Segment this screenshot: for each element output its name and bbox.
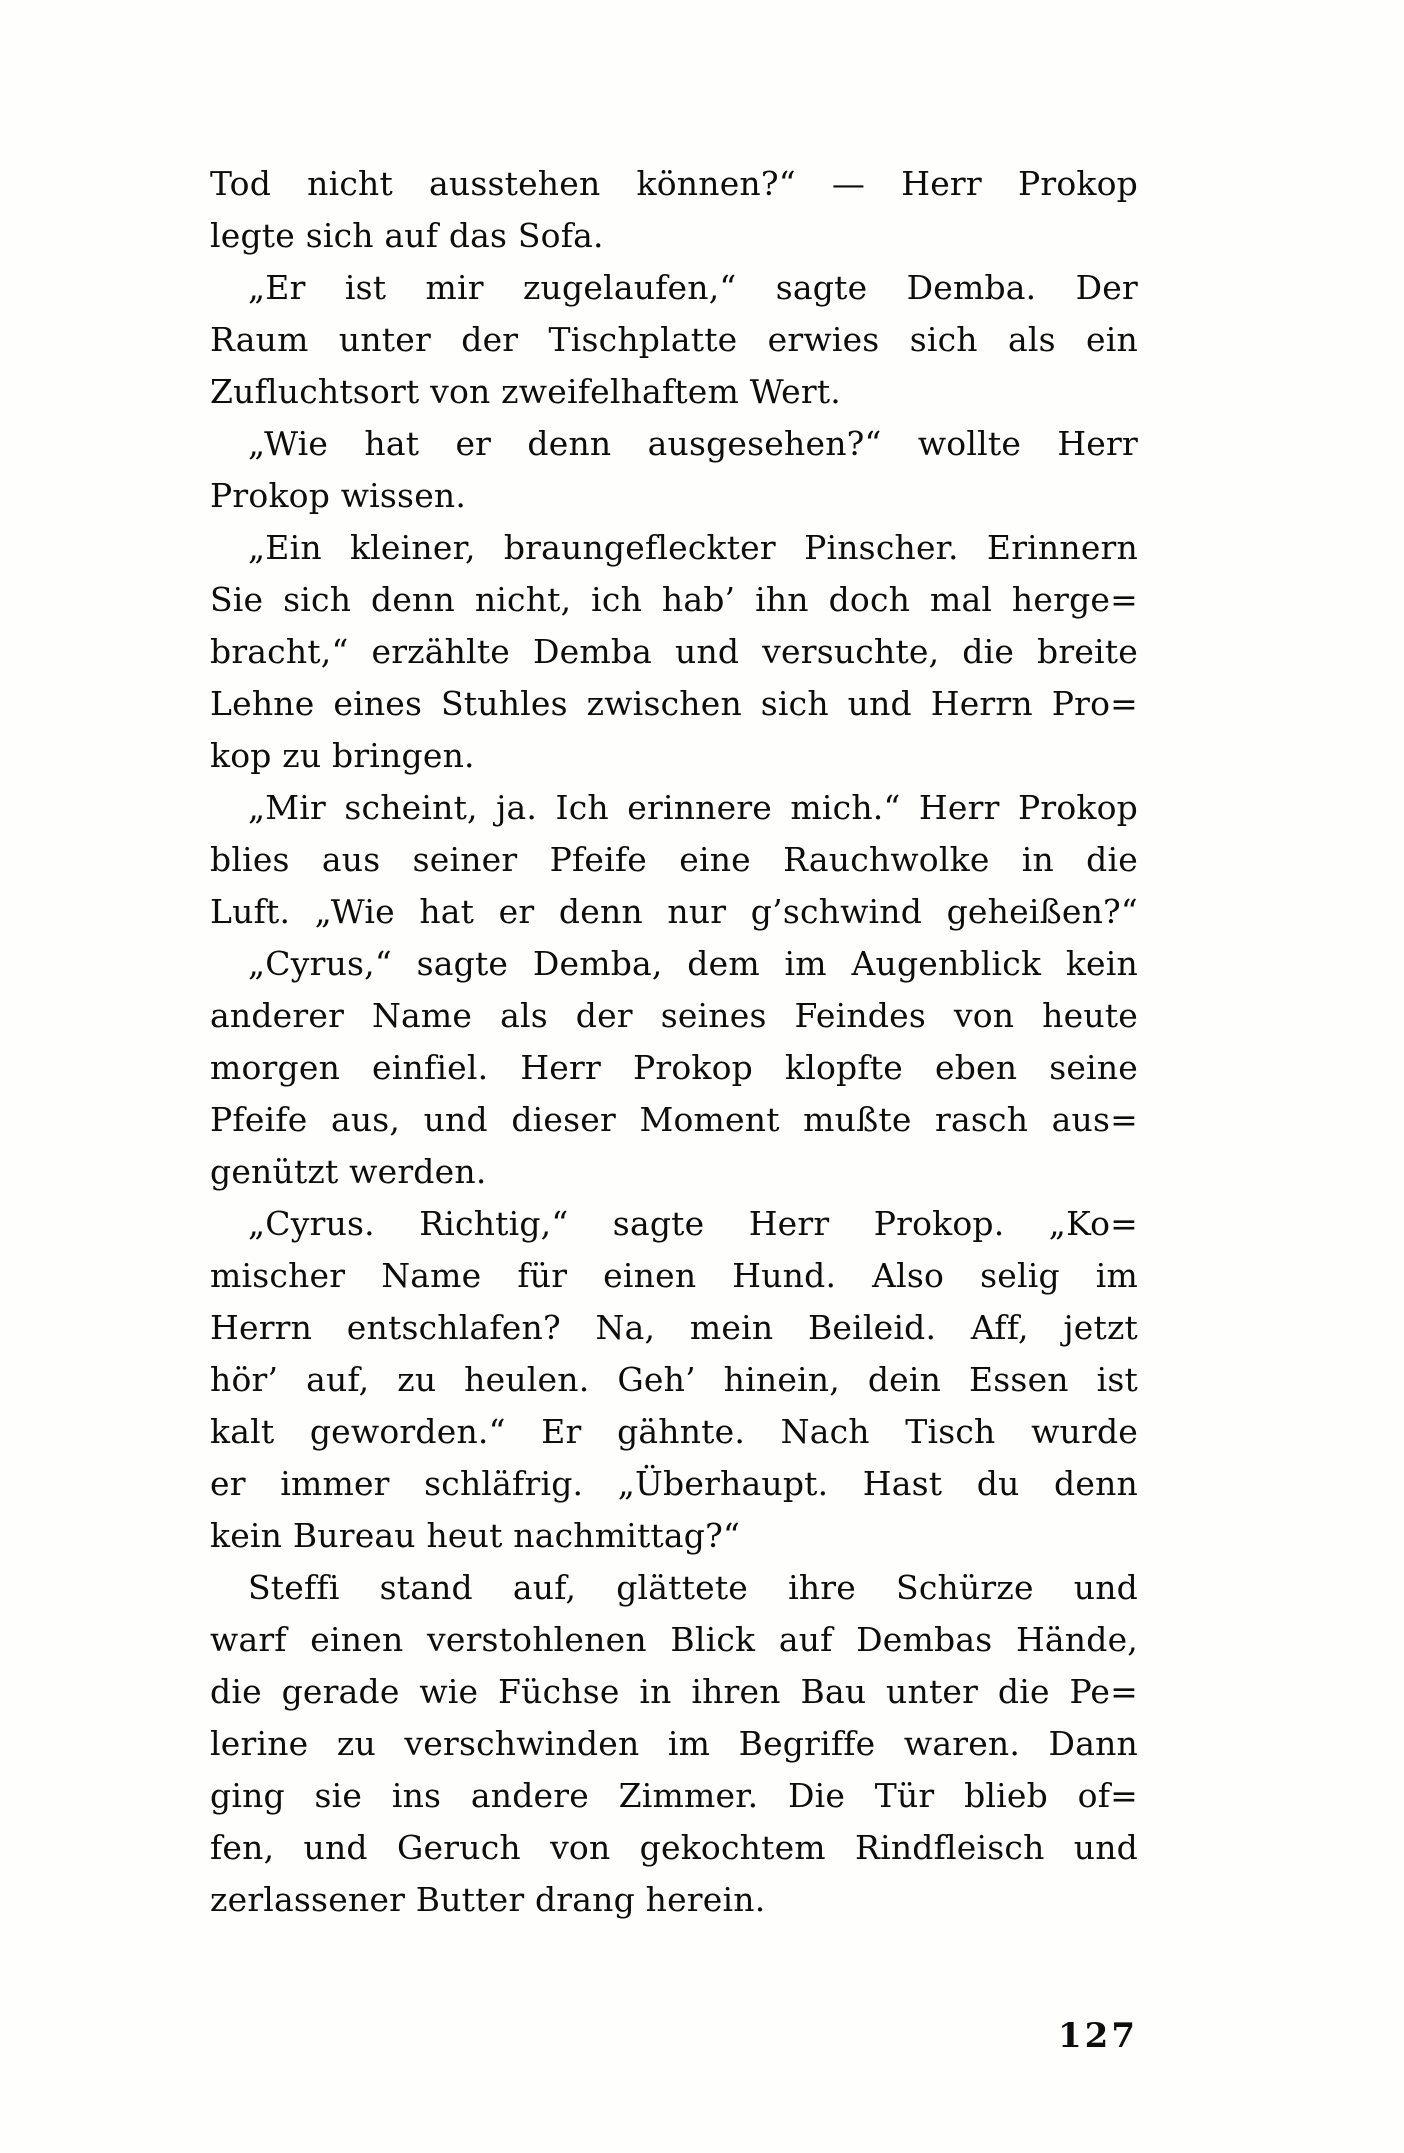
text-line: Tod nicht ausstehen können?“ — Herr Prokop <box>210 164 1138 203</box>
text-line: ging sie ins andere Zimmer. Die Tür blieb of= <box>210 1776 1138 1815</box>
text-line: lerine zu verschwinden im Begriffe waren. Dann <box>210 1724 1138 1763</box>
text-line: „Cyrus. Richtig,“ sagte Herr Prokop. „Ko= <box>248 1204 1138 1243</box>
text-line: Lehne eines Stuhles zwischen sich und Herrn Pro= <box>210 684 1138 723</box>
text-line: Luft. „Wie hat er denn nur g’schwind geheißen?“ <box>210 892 1138 931</box>
text-line: anderer Name als der seines Feindes von heute <box>210 996 1138 1035</box>
page-number: 127 <box>1058 2016 1138 2056</box>
text-line: „Mir scheint, ja. Ich erinnere mich.“ Herr Prokop <box>248 788 1138 827</box>
text-line: hör’ auf, zu heulen. Geh’ hinein, dein Essen ist <box>210 1360 1138 1399</box>
text-line: Sie sich denn nicht, ich hab’ ihn doch mal herge= <box>210 580 1138 619</box>
text-line: kein Bureau heut nachmittag?“ <box>210 1516 741 1555</box>
text-line: legte sich auf das Sofa. <box>210 216 604 255</box>
text-line: „Wie hat er denn ausgesehen?“ wollte Herr <box>248 424 1138 463</box>
text-line: bracht,“ erzählte Demba und versuchte, die breite <box>210 632 1138 671</box>
text-line: Prokop wissen. <box>210 476 467 515</box>
text-block <box>210 158 1138 1926</box>
text-line: Steffi stand auf, glättete ihre Schürze und <box>248 1568 1138 1607</box>
text-line: „Ein kleiner, braungefleckter Pinscher. Erinnern <box>248 528 1138 567</box>
text-line: zerlassener Butter drang herein. <box>210 1880 766 1919</box>
text-line: fen, und Geruch von gekochtem Rindfleisch und <box>210 1828 1138 1867</box>
text-line: blies aus seiner Pfeife eine Rauchwolke in die <box>210 840 1138 879</box>
text-line: „Cyrus,“ sagte Demba, dem im Augenblick kein <box>248 944 1138 983</box>
text-line: warf einen verstohlenen Blick auf Dembas Hände, <box>210 1620 1138 1659</box>
text-line: kalt geworden.“ Er gähnte. Nach Tisch wurde <box>210 1412 1138 1451</box>
text-line: „Er ist mir zugelaufen,“ sagte Demba. Der <box>248 268 1138 307</box>
text-line: mischer Name für einen Hund. Also selig im <box>210 1256 1138 1295</box>
text-line: die gerade wie Füchse in ihren Bau unter die Pe= <box>210 1672 1138 1711</box>
text-line: kop zu bringen. <box>210 736 475 775</box>
text-line: Zufluchtsort von zweifelhaftem Wert. <box>210 372 841 411</box>
text-line: er immer schläfrig. „Überhaupt. Hast du denn <box>210 1464 1138 1503</box>
text-line: Herrn entschlafen? Na, mein Beileid. Aff, jetzt <box>210 1308 1138 1347</box>
text-line: Raum unter der Tischplatte erwies sich als ein <box>210 320 1138 359</box>
text-line: Pfeife aus, und dieser Moment mußte rasch aus= <box>210 1100 1138 1139</box>
text-line: genützt werden. <box>210 1152 487 1191</box>
text-line: morgen einfiel. Herr Prokop klopfte eben seine <box>210 1048 1138 1087</box>
